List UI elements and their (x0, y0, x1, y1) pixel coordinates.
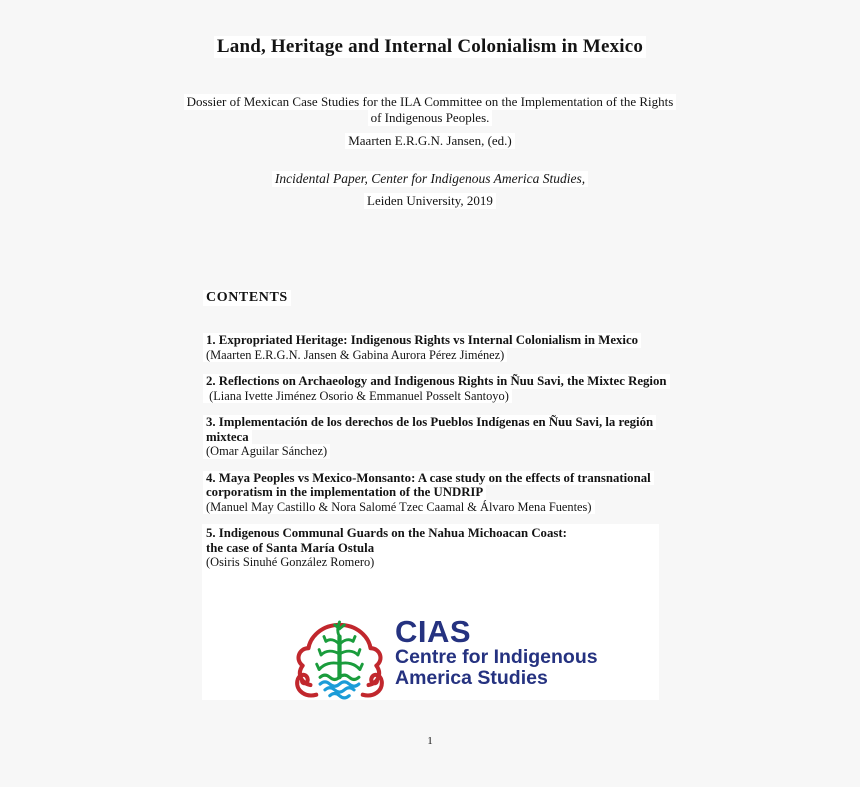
contents-item-title-line: corporatism in the implementation of the UNDRIP (203, 485, 673, 500)
cias-name-line-1: Centre for Indigenous (395, 646, 598, 668)
page-title-text: Land, Heritage and Internal Colonialism in Mexico (214, 36, 646, 58)
institution-line: Leiden University, 2019 (0, 193, 860, 209)
contents-item-5 (203, 526, 673, 570)
subtitle-line-2: of Indigenous Peoples. (0, 110, 860, 126)
contents-item-title-line: 2. Reflections on Archaeology and Indigenous Rights in Ñuu Savi, the Mixtec Region (203, 374, 673, 389)
contents-item-3 (203, 415, 673, 459)
contents-item-title-line: 1. Expropriated Heritage: Indigenous Rights vs Internal Colonialism in Mexico (203, 333, 673, 348)
contents-item-2 (203, 374, 673, 403)
contents-item-title-line: the case of Santa María Ostula (203, 541, 673, 556)
contents-item-authors: (Liana Ivette Jiménez Osorio & Emmanuel Posselt Santoyo) (203, 389, 673, 404)
cias-acronym: CIAS (395, 614, 472, 649)
contents-item-authors: (Maarten E.R.G.N. Jansen & Gabina Aurora Pérez Jiménez) (203, 348, 673, 363)
contents-item-authors: (Osiris Sinuhé González Romero) (203, 555, 673, 570)
contents-item-title-line: mixteca (203, 430, 673, 445)
contents-list (203, 333, 673, 582)
contents-item-4 (203, 471, 673, 515)
page-number: 1 (427, 735, 433, 747)
contents-item-1 (203, 333, 673, 362)
cias-logo (291, 608, 598, 700)
series-line: Incidental Paper, Center for Indigenous America Studies, (0, 171, 860, 187)
contents-item-title-line: 3. Implementación de los derechos de los Pueblos Indígenas en Ñuu Savi, la región (203, 415, 673, 430)
contents-item-authors: (Manuel May Castillo & Nora Salomé Tzec Caamal & Álvaro Mena Fuentes) (203, 500, 673, 515)
contents-item-title-line: 4. Maya Peoples vs Mexico-Monsanto: A case study on the effects of transnational (203, 471, 673, 486)
cias-name-line-2: America Studies (395, 667, 548, 689)
contents-item-authors: (Omar Aguilar Sánchez) (203, 444, 673, 459)
page-title (0, 36, 860, 58)
contents-item-title-line: 5. Indigenous Communal Guards on the Nahua Michoacan Coast: (203, 526, 673, 541)
contents-heading: CONTENTS (203, 290, 291, 306)
cias-logo-text (395, 614, 598, 689)
subtitle-line-1: Dossier of Mexican Case Studies for the ILA Committee on the Implementation of the Rights (0, 94, 860, 110)
cias-emblem-icon (291, 608, 388, 700)
editor-line: Maarten E.R.G.N. Jansen, (ed.) (0, 133, 860, 149)
